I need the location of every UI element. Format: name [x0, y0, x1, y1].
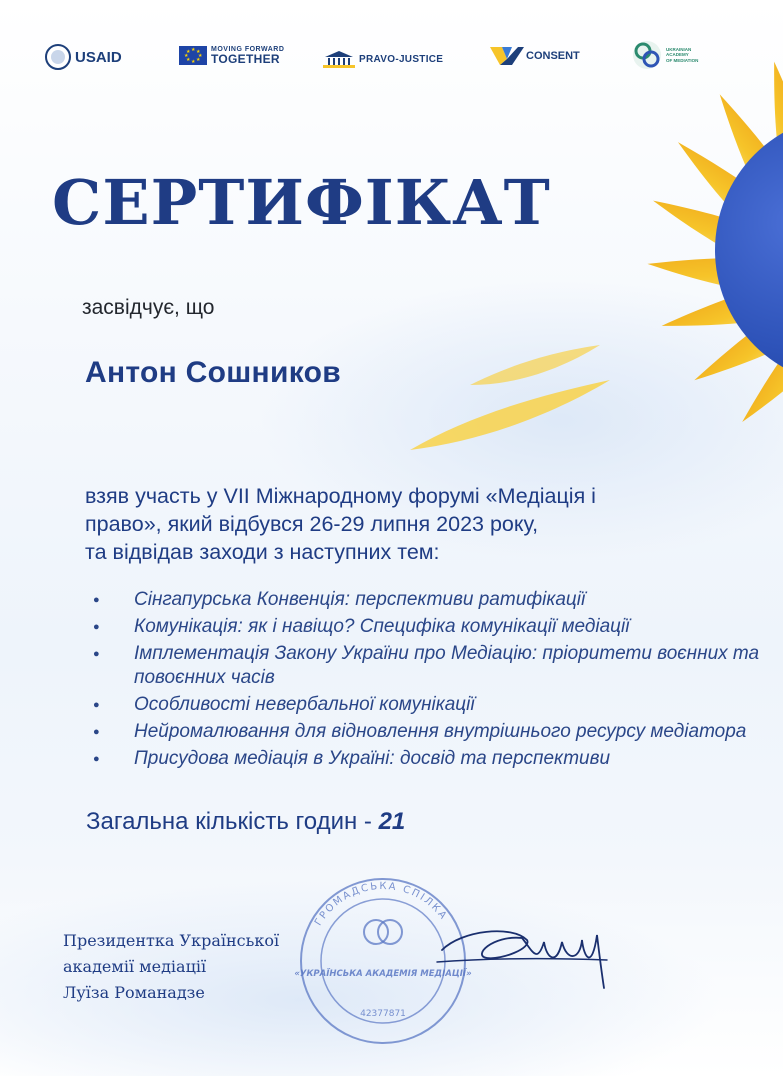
recipient-name: Антон Сошников [85, 356, 342, 389]
total-hours-label: Загальна кількість годин - [86, 808, 379, 835]
building-icon [323, 50, 355, 68]
topic-item: ● Особливості невербальної комунікації [90, 693, 770, 717]
eu-logo [179, 46, 284, 65]
eu-flag-icon: ★ ★ ★ ★ ★ ★ ★ ★ [179, 46, 207, 65]
pravo-justice-logo: PRAVO-JUSTICE [323, 50, 443, 68]
eu-logo-line2: TOGETHER [211, 52, 280, 66]
body-line-1: взяв участь у VII Міжнародному форумі «Медіація і [85, 484, 596, 508]
topic-item: ● Комунікація: як і навіщо? Специфіка комунікації медіації [90, 615, 770, 639]
topic-item: ● Імплементація Закону України про Медіацію: пріоритети воєнних та повоєнних часів [90, 642, 770, 690]
consent-logo: CONSENT [490, 45, 580, 67]
body-line-3: та відвідав заходи з наступних тем: [85, 540, 440, 564]
stamp-code: 42377871 [360, 1009, 406, 1019]
certifies-text: засвідчує, що [82, 296, 215, 319]
stamp-inner-text: «УКРАЇНСЬКА АКАДЕМІЯ МЕДІАЦІЇ» [294, 969, 472, 979]
usaid-logo: USAID [45, 44, 122, 70]
topic-item: ● Присудова медіація в Україні: досвід та перспективи [90, 747, 770, 771]
signatory-title-line1: Президентка Української [63, 931, 280, 950]
participation-text [85, 482, 755, 566]
signatory-name: Луїза Романадзе [63, 983, 205, 1002]
signatory-block [63, 928, 279, 1006]
eu-logo-line1: MOVING FORWARD [211, 46, 285, 53]
stamp-outer-text: ГРОМАДСЬКА СПІЛКА [313, 880, 450, 928]
partner-logos [40, 40, 763, 80]
signatory-title-line2: академії медіації [63, 957, 207, 976]
stamp-emblem-icon [364, 920, 402, 944]
topic-item: ● Нейромалювання для відновлення внутрішнього ресурсу медіатора [90, 720, 770, 744]
certificate-title: СЕРТИФІКАТ [52, 166, 551, 239]
topic-item: ● Сінгапурська Конвенція: перспективи ратифікації [90, 588, 770, 612]
consent-icon [490, 45, 524, 67]
total-hours [86, 808, 405, 836]
ukrainian-academy-mediation-logo: UKRAINIAN ACADEMY OF MEDIATION [632, 40, 710, 70]
uam-emblem-icon [632, 40, 662, 70]
topics-list [90, 588, 770, 774]
body-line-2: право», який відбувся 26-29 липня 2023 року, [85, 512, 539, 536]
handwritten-signature [432, 920, 612, 990]
usaid-seal-icon [45, 44, 71, 70]
total-hours-value: 21 [378, 808, 406, 835]
